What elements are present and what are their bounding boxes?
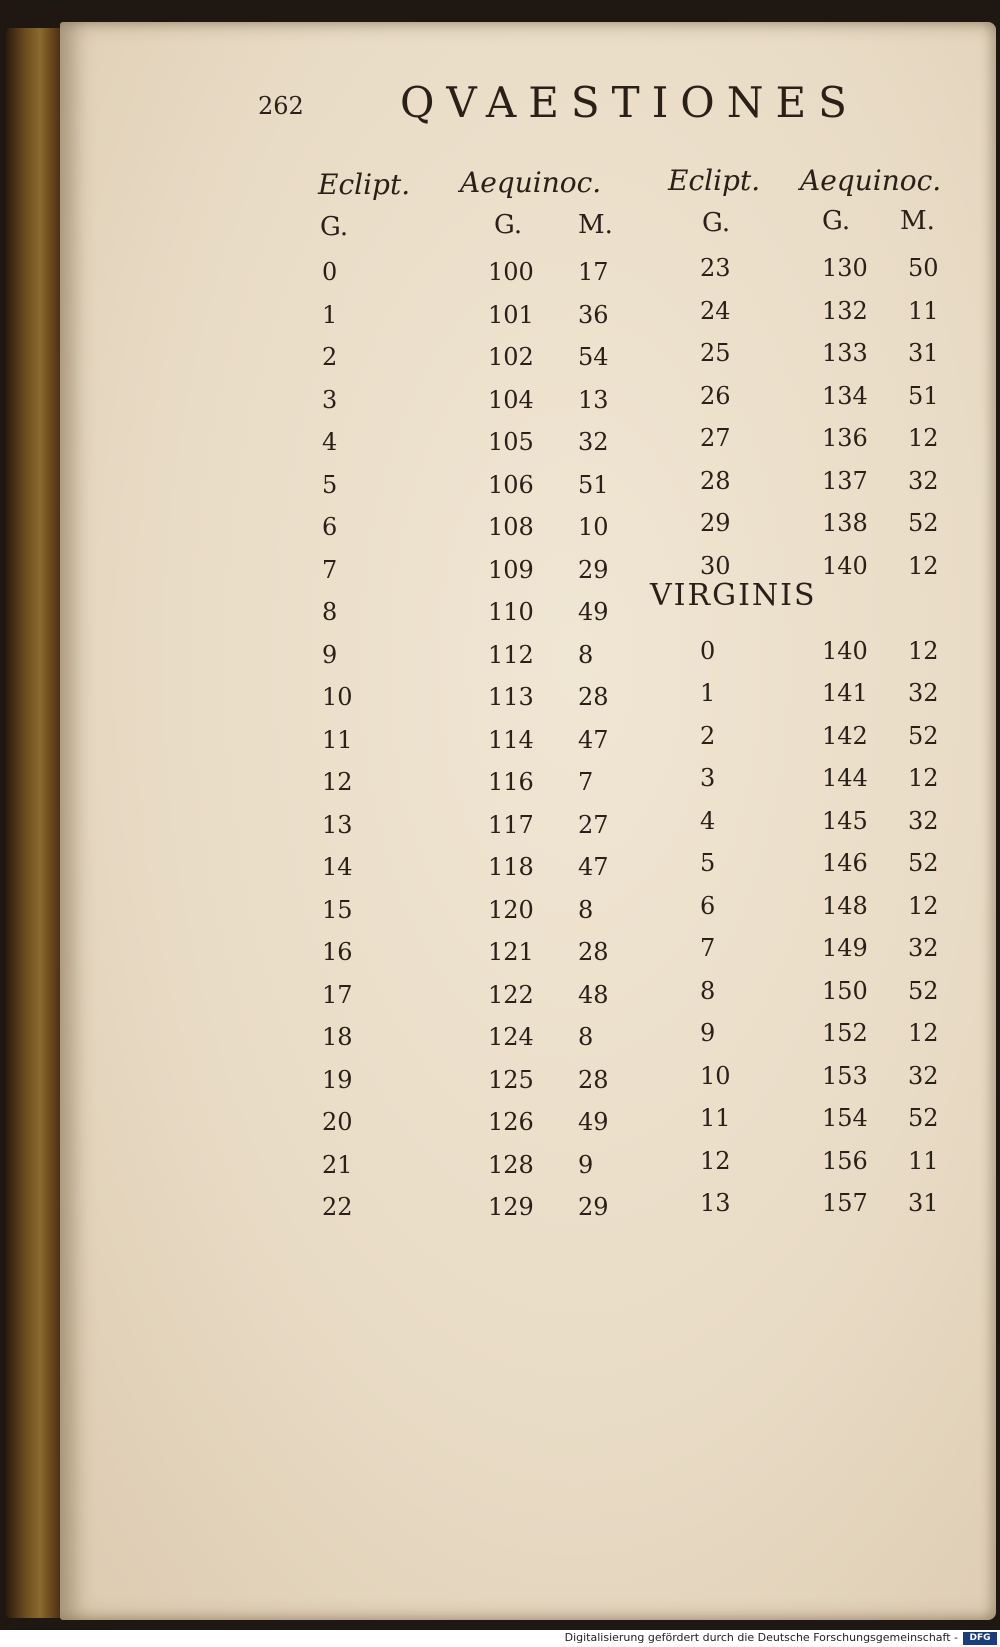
- left-cell: 102: [488, 343, 534, 371]
- right-bottom-cell: 140: [822, 636, 868, 665]
- right-top-cell: 24: [700, 296, 731, 325]
- left-cell: 11: [322, 725, 353, 754]
- left-cell: 17: [322, 980, 353, 1009]
- left-cell: 118: [488, 853, 534, 881]
- right-top-cell: 133: [822, 339, 868, 367]
- left-cell: 6: [322, 513, 338, 541]
- left-cell: 8: [578, 895, 594, 924]
- right-eclipt-header: Eclipt.: [668, 164, 761, 197]
- left-cell: 0: [322, 258, 338, 286]
- footer-credit: Digitalisierung gefördert durch die Deutsche Forschungsgemeinschaft -: [564, 1631, 958, 1644]
- right-top-cell: 31: [908, 339, 939, 367]
- right-g-aequinoc: G.: [822, 206, 851, 236]
- left-cell: 116: [488, 768, 534, 796]
- right-top-cell: 32: [908, 466, 939, 495]
- left-cell: 114: [488, 725, 534, 754]
- left-cell: 1: [322, 300, 338, 329]
- left-cell: 113: [488, 683, 534, 711]
- left-cell: 51: [578, 470, 609, 499]
- right-bottom-cell: 32: [908, 679, 939, 707]
- right-top-cell: 50: [908, 254, 939, 282]
- left-m-minutes: M.: [578, 210, 613, 240]
- footer-bar: [0, 1630, 1000, 1647]
- right-m-minutes: M.: [900, 206, 935, 236]
- right-bottom-cell: 154: [822, 1104, 868, 1132]
- left-cell: 20: [322, 1108, 353, 1136]
- right-bottom-cell: 11: [908, 1146, 939, 1175]
- right-bottom-cell: 12: [908, 636, 939, 665]
- right-bottom-cell: 13: [700, 1189, 731, 1217]
- right-top-cell: 134: [822, 381, 868, 410]
- right-top-cell: 25: [700, 339, 731, 367]
- left-cell: 9: [578, 1150, 594, 1179]
- left-cell: 108: [488, 513, 534, 541]
- right-bottom-cell: 12: [700, 1146, 731, 1175]
- right-bottom-cell: 31: [908, 1189, 939, 1217]
- left-cell: 17: [578, 258, 609, 286]
- right-bottom-cell: 4: [700, 806, 716, 835]
- left-cell: 13: [322, 810, 353, 839]
- left-cell: 8: [578, 1023, 594, 1051]
- right-bottom-cell: 32: [908, 806, 939, 835]
- dfg-logo: DFG: [963, 1632, 997, 1645]
- left-cell: 128: [488, 1150, 534, 1179]
- left-cell: 121: [488, 938, 534, 966]
- book-spine: [6, 28, 68, 1618]
- left-cell: 14: [322, 853, 353, 881]
- right-bottom-cell: 7: [700, 934, 716, 962]
- right-top-cell: 138: [822, 509, 868, 537]
- right-top-cell: 52: [908, 509, 939, 537]
- left-cell: 104: [488, 385, 534, 414]
- left-cell: 49: [578, 598, 609, 626]
- right-bottom-cell: 32: [908, 934, 939, 962]
- page-number: 262: [258, 92, 304, 120]
- left-cell: 7: [322, 555, 338, 584]
- right-top-cell: 23: [700, 254, 731, 282]
- left-cell: 9: [322, 640, 338, 669]
- left-cell: 47: [578, 853, 609, 881]
- right-top-cell: 27: [700, 424, 731, 452]
- left-cell: 4: [322, 428, 338, 456]
- left-cell: 10: [578, 513, 609, 541]
- right-bottom-cell: 52: [908, 1104, 939, 1132]
- right-top-cell: 11: [908, 296, 939, 325]
- left-g-degrees: G.: [320, 212, 349, 242]
- left-cell: 112: [488, 640, 534, 669]
- right-top-cell: 12: [908, 424, 939, 452]
- left-eclipt-header: Eclipt.: [318, 168, 411, 201]
- left-cell: 101: [488, 300, 534, 329]
- right-bottom-cell: 157: [822, 1189, 868, 1217]
- left-cell: 12: [322, 768, 353, 796]
- left-cell: 16: [322, 938, 353, 966]
- left-cell: 106: [488, 470, 534, 499]
- left-cell: 27: [578, 810, 609, 839]
- left-g-aequinoc: G.: [494, 210, 523, 240]
- right-top-cell: 29: [700, 509, 731, 537]
- left-cell: 120: [488, 895, 534, 924]
- right-top-cell: 51: [908, 381, 939, 410]
- right-bottom-cell: 11: [700, 1104, 731, 1132]
- left-cell: 8: [578, 640, 594, 669]
- running-title: QVAESTIONES: [400, 78, 859, 127]
- left-cell: 29: [578, 1193, 609, 1221]
- left-cell: 28: [578, 683, 609, 711]
- right-bottom-cell: 3: [700, 764, 716, 792]
- left-cell: 129: [488, 1193, 534, 1221]
- left-aequinoc-header: Aequinoc.: [460, 166, 602, 199]
- left-cell: 29: [578, 555, 609, 584]
- right-bottom-cell: 142: [822, 721, 868, 750]
- right-top-cell: 12: [908, 551, 939, 580]
- left-cell: 110: [488, 598, 534, 626]
- right-bottom-cell: 152: [822, 1019, 868, 1047]
- left-cell: 18: [322, 1023, 353, 1051]
- left-cell: 47: [578, 725, 609, 754]
- left-cell: 13: [578, 385, 609, 414]
- left-cell: 36: [578, 300, 609, 329]
- right-bottom-cell: 153: [822, 1061, 868, 1090]
- left-cell: 125: [488, 1065, 534, 1094]
- right-bottom-cell: 148: [822, 891, 868, 920]
- left-cell: 117: [488, 810, 534, 839]
- right-top-cell: 137: [822, 466, 868, 495]
- right-bottom-cell: 9: [700, 1019, 716, 1047]
- right-bottom-cell: 6: [700, 891, 716, 920]
- right-bottom-cell: 2: [700, 721, 716, 750]
- left-cell: 49: [578, 1108, 609, 1136]
- right-aequinoc-header: Aequinoc.: [800, 164, 942, 197]
- right-bottom-cell: 52: [908, 721, 939, 750]
- right-top-cell: 26: [700, 381, 731, 410]
- right-bottom-cell: 156: [822, 1146, 868, 1175]
- right-bottom-cell: 8: [700, 976, 716, 1005]
- left-cell: 15: [322, 895, 353, 924]
- right-bottom-cell: 146: [822, 849, 868, 877]
- left-cell: 28: [578, 938, 609, 966]
- right-g-degrees: G.: [702, 208, 731, 238]
- right-top-cell: 30: [700, 551, 731, 580]
- left-cell: 21: [322, 1150, 353, 1179]
- left-cell: 3: [322, 385, 338, 414]
- left-cell: 2: [322, 343, 338, 371]
- left-cell: 19: [322, 1065, 353, 1094]
- left-cell: 48: [578, 980, 609, 1009]
- right-top-cell: 140: [822, 551, 868, 580]
- right-bottom-cell: 12: [908, 1019, 939, 1047]
- left-cell: 124: [488, 1023, 534, 1051]
- left-cell: 10: [322, 683, 353, 711]
- right-bottom-cell: 52: [908, 849, 939, 877]
- right-bottom-cell: 150: [822, 976, 868, 1005]
- left-cell: 7: [578, 768, 594, 796]
- right-top-cell: 132: [822, 296, 868, 325]
- left-cell: 8: [322, 598, 338, 626]
- left-cell: 105: [488, 428, 534, 456]
- right-top-cell: 136: [822, 424, 868, 452]
- right-bottom-cell: 32: [908, 1061, 939, 1090]
- left-cell: 54: [578, 343, 609, 371]
- right-bottom-cell: 149: [822, 934, 868, 962]
- right-bottom-cell: 1: [700, 679, 716, 707]
- left-cell: 32: [578, 428, 609, 456]
- right-bottom-cell: 145: [822, 806, 868, 835]
- right-bottom-cell: 52: [908, 976, 939, 1005]
- right-bottom-cell: 144: [822, 764, 868, 792]
- left-cell: 109: [488, 555, 534, 584]
- right-bottom-cell: 10: [700, 1061, 731, 1090]
- right-top-cell: 130: [822, 254, 868, 282]
- virginis-section-label: VIRGINIS: [650, 578, 817, 613]
- left-cell: 28: [578, 1065, 609, 1094]
- right-bottom-cell: 12: [908, 891, 939, 920]
- right-bottom-cell: 141: [822, 679, 868, 707]
- right-bottom-cell: 0: [700, 636, 716, 665]
- right-bottom-cell: 5: [700, 849, 716, 877]
- left-cell: 100: [488, 258, 534, 286]
- right-top-cell: 28: [700, 466, 731, 495]
- left-cell: 126: [488, 1108, 534, 1136]
- left-cell: 22: [322, 1193, 353, 1221]
- left-cell: 122: [488, 980, 534, 1009]
- right-bottom-cell: 12: [908, 764, 939, 792]
- left-cell: 5: [322, 470, 338, 499]
